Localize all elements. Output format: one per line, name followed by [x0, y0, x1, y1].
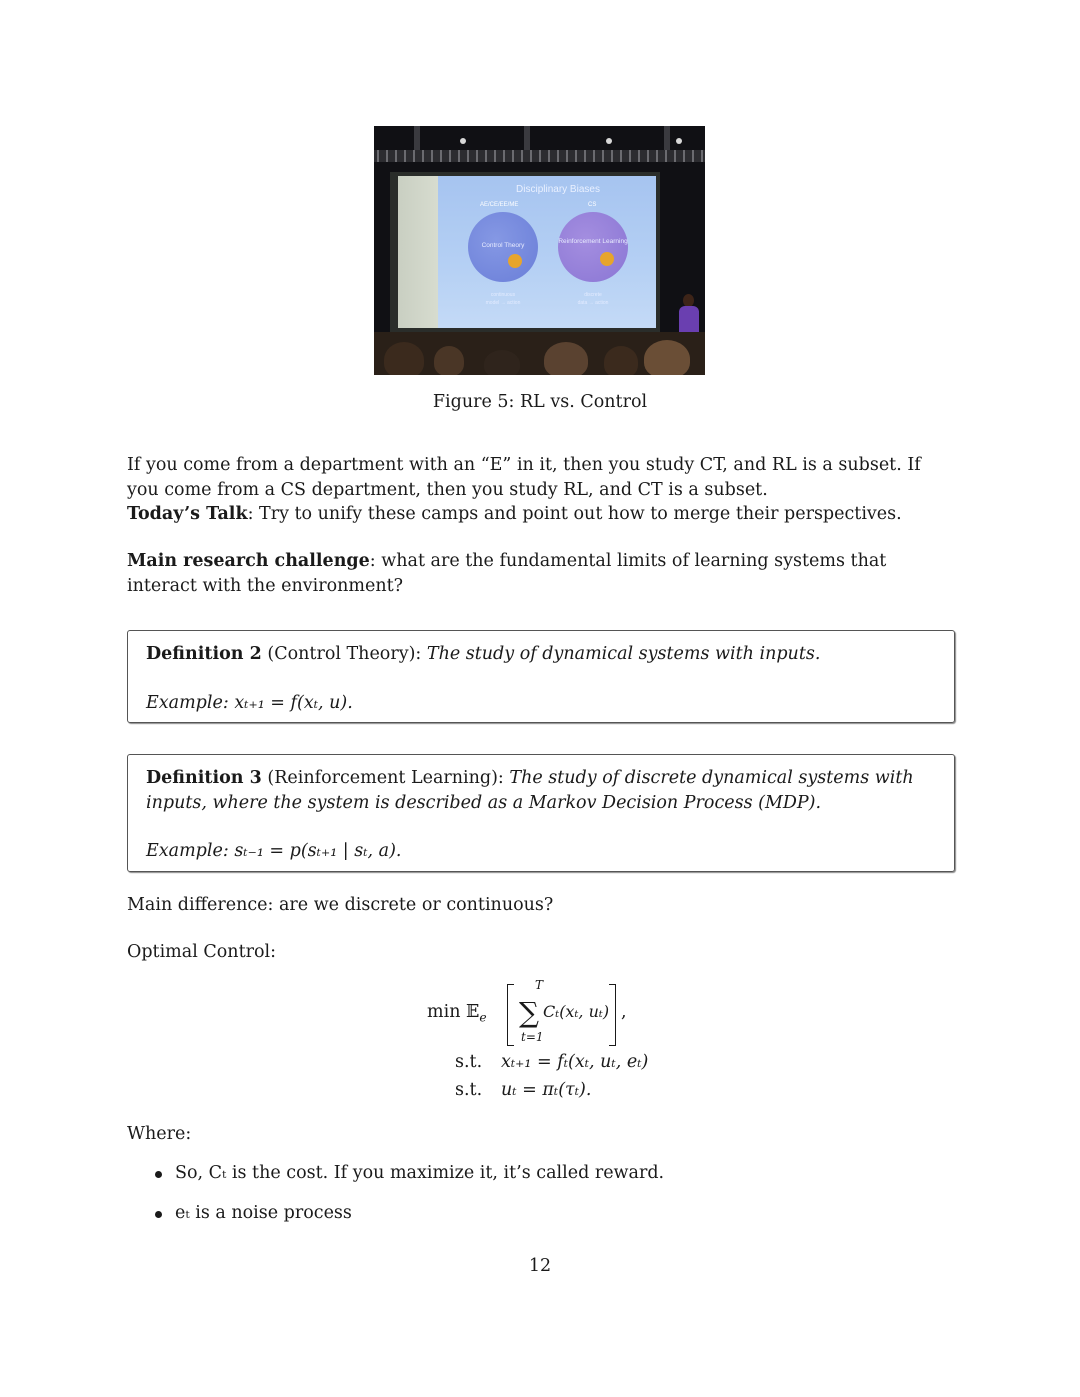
definition-statement [146, 642, 946, 667]
definition-text: The study of dynamical systems with inputs. [426, 644, 821, 664]
lighting-truss [374, 150, 705, 162]
definition-label: Definition 3 [146, 768, 262, 788]
trailing-comma: , [621, 1002, 627, 1022]
slide-caption: data → action [577, 300, 609, 306]
optimal-control-heading: Optimal Control: [127, 942, 276, 962]
audience-head [604, 346, 638, 375]
slide-caption: model → action [485, 300, 521, 306]
example-math: xₜ₊₁ = f(xₜ, u). [234, 693, 353, 713]
left-bracket [507, 984, 514, 1046]
stage-light [460, 138, 466, 144]
main-difference: Main difference: are we discrete or continuous? [127, 895, 554, 915]
min-expectation [427, 1002, 487, 1025]
projection-screen [390, 172, 660, 332]
todays-talk-text: : Try to unify these camps and point out how to merge their perspectives. [247, 504, 902, 524]
optimal-control-equation [427, 980, 687, 1100]
where-label: Where: [127, 1124, 192, 1144]
todays-talk [127, 502, 957, 527]
definition-example [146, 691, 946, 716]
slide-caption: continuous [490, 292, 516, 298]
constraint-st: s.t. [455, 1080, 483, 1100]
research-challenge-label: Main research challenge [127, 551, 370, 571]
bullet-point [155, 1164, 167, 1176]
slide-caption: discrete [584, 292, 602, 298]
constraint-st: s.t. [455, 1052, 483, 1072]
stage-light [606, 138, 612, 144]
definition-name: (Reinforcement Learning): [267, 768, 504, 788]
definition-statement [146, 766, 946, 815]
figure-photo [374, 126, 705, 375]
sum-upper-limit: T [535, 978, 544, 992]
bullet-cost: So, Cₜ is the cost. If you maximize it, it’s called reward. [175, 1163, 665, 1183]
definition-label: Definition 2 [146, 644, 262, 664]
example-label: Example: [146, 693, 229, 713]
audience-head [544, 342, 588, 375]
stage-light [676, 138, 682, 144]
definition-name: (Control Theory): [267, 644, 422, 664]
expectation-subscript: e [479, 1010, 487, 1025]
slide-right-group: CS [588, 202, 597, 208]
policy-constraint: uₜ = πₜ(τₜ). [501, 1080, 592, 1100]
definition-box [127, 630, 955, 723]
reinforcement-learning-circle [558, 212, 628, 282]
control-theory-circle [468, 212, 538, 282]
sum-symbol: ∑ [519, 996, 539, 1029]
slide [398, 176, 656, 328]
definition-example [146, 839, 946, 864]
audience-head [644, 340, 690, 375]
sum-lower-limit: t=1 [521, 1030, 544, 1044]
audience-head [484, 350, 520, 375]
audience-head [384, 342, 424, 375]
todays-talk-label: Today’s Talk [127, 504, 248, 524]
min-symbol: min 𝔼 [427, 1002, 480, 1022]
definition-box [127, 754, 955, 872]
intro-paragraph: If you come from a department with an “E” in it, then you study CT, and RL is a subset. If you come from a CS department, then you study RL, and CT is a subset. [127, 455, 921, 500]
right-bracket [609, 984, 616, 1046]
bullet-point [155, 1204, 167, 1216]
example-label: Example: [146, 841, 229, 861]
audience-head [434, 346, 464, 375]
bullet-noise: eₜ is a noise process [175, 1203, 352, 1223]
circle-label: Reinforcement Learning [558, 238, 628, 245]
circle-label: Control Theory [481, 242, 525, 249]
slide-title: Disciplinary Biases [516, 184, 600, 195]
overlap-dot [508, 254, 522, 268]
overlap-dot [600, 252, 614, 266]
figure-caption: Figure 5: RL vs. Control [432, 392, 648, 412]
research-challenge-text: : what are the fundamental limits of learning systems that interact with the environment? [127, 551, 887, 596]
definition-text: The study of discrete dynamical systems with inputs, where the system is described as a Markov Decision Process (MDP). [146, 768, 914, 813]
page-number: 12 [528, 1256, 552, 1276]
research-challenge [127, 549, 957, 598]
dynamics-constraint: xₜ₊₁ = fₜ(xₜ, uₜ, eₜ) [501, 1052, 649, 1072]
example-math: sₜ₋₁ = p(sₜ₊₁ | sₜ, a). [234, 841, 402, 861]
audience [374, 332, 705, 375]
summand: Cₜ(xₜ, uₜ) [543, 1002, 610, 1021]
slide-left-group: AE/CE/EE/ME [480, 202, 519, 208]
slide-margin [398, 176, 438, 328]
